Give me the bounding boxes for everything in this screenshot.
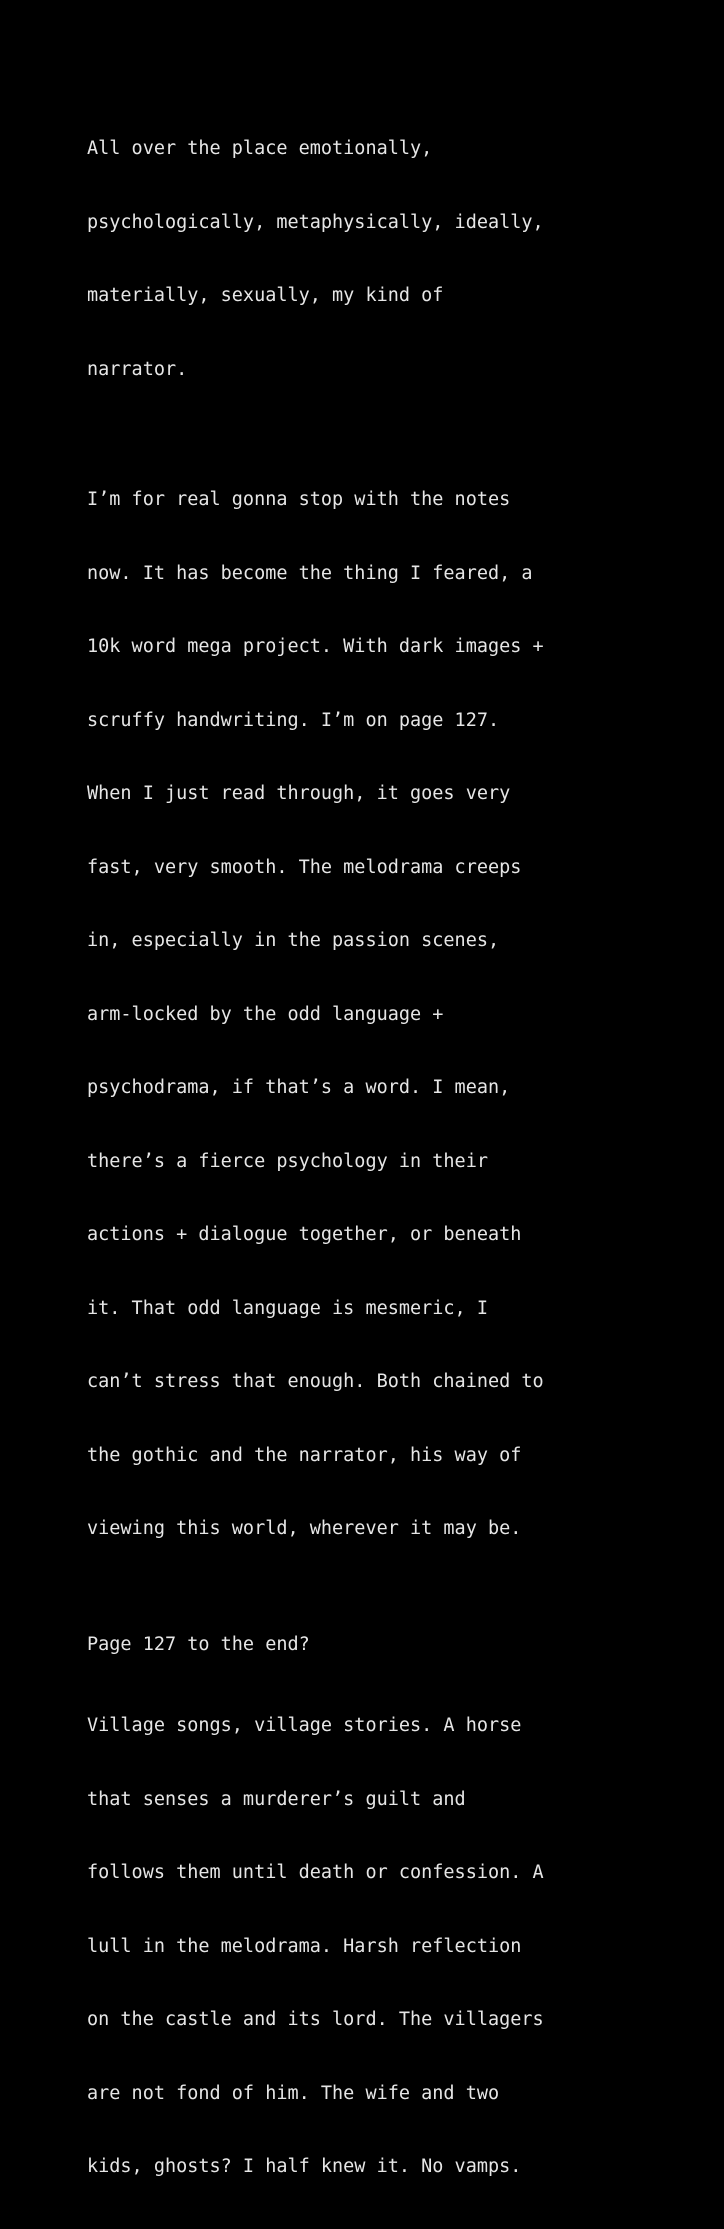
text-line: viewing this world, wherever it may be. [87, 1518, 522, 1539]
text-line: psychodrama, if that’s a word. I mean, [87, 1077, 511, 1098]
text-line: kids, ghosts? I half knew it. No vamps. [87, 2156, 522, 2177]
text-line: the gothic and the narrator, his way of [87, 1444, 522, 1466]
text-line: Village songs, village stories. A horse [87, 1715, 522, 1736]
text-line: I’m for real gonna stop with the notes [87, 489, 511, 510]
text-line: that senses a murderer’s guilt and [87, 1788, 466, 1810]
text-line: narrator. [87, 358, 188, 380]
text-line: can’t stress that enough. Both chained to [87, 1371, 544, 1392]
text-line: When I just read through, it goes very [87, 783, 511, 804]
paragraph-3 [87, 1665, 715, 2229]
document-page [87, 88, 715, 2229]
text-line: lull in the melodrama. Harsh reflection [87, 1935, 522, 1957]
text-line: fast, very smooth. The melodrama creeps [87, 856, 522, 878]
text-line: materially, sexually, my kind of [87, 285, 444, 306]
text-line: it. That odd language is mesmeric, I [87, 1297, 488, 1319]
text-line: arm-locked by the odd language + [87, 1003, 444, 1025]
text-line: in, especially in the passion scenes, [87, 930, 500, 951]
text-line: now. It has become the thing I feared, a [87, 562, 533, 584]
text-line: there’s a fierce psychology in their [87, 1150, 488, 1172]
text-line: All over the place emotionally, [87, 138, 433, 159]
paragraph-1 [87, 88, 715, 431]
text-line: actions + dialogue together, or beneath [87, 1224, 522, 1245]
text-line: scruffy handwriting. I’m on page 127. [87, 709, 500, 731]
text-line: on the castle and its lord. The villagers [87, 2009, 544, 2030]
text-line: are not fond of him. The wife and two [87, 2082, 500, 2104]
text-line: psychologically, metaphysically, ideally, [87, 211, 544, 233]
text-line: follows them until death or confession. A [87, 1862, 544, 1883]
text-line: 10k word mega project. With dark images + [87, 636, 544, 657]
paragraph-2 [87, 439, 715, 1591]
section-heading: Page 127 to the end? [87, 1633, 310, 1655]
